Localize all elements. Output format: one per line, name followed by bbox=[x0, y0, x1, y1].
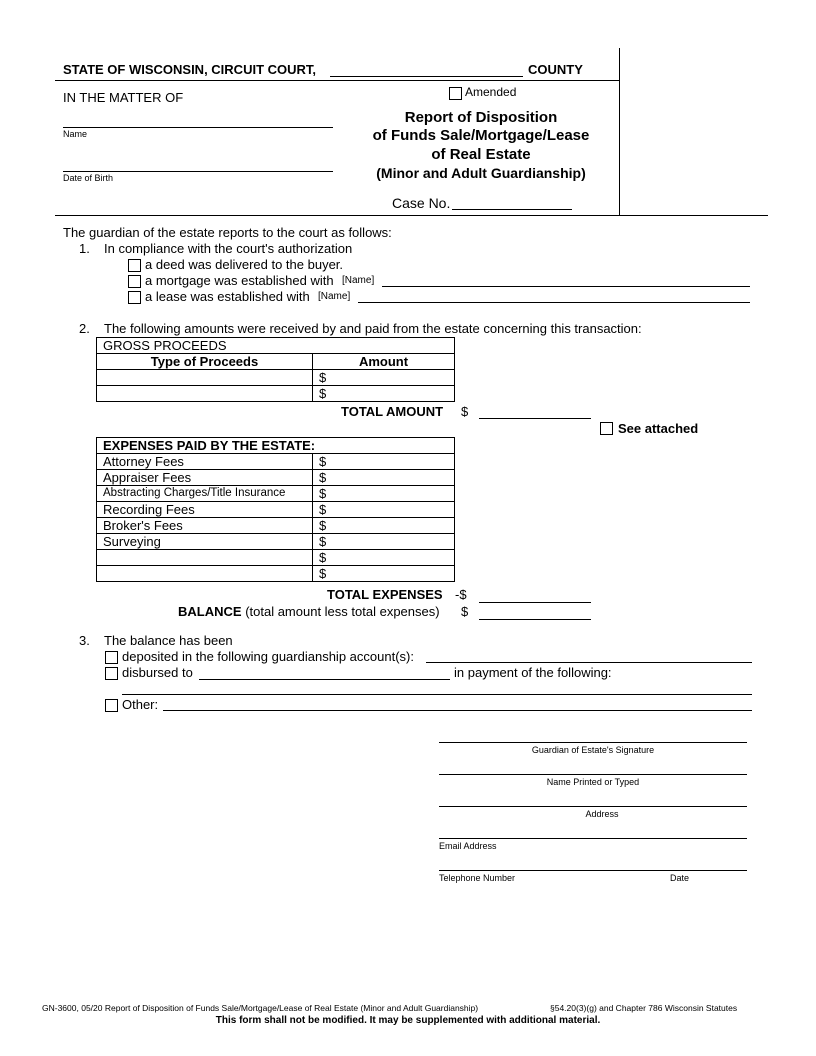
mortgage-checkbox[interactable] bbox=[128, 275, 141, 288]
expense-label: Appraiser Fees bbox=[97, 470, 313, 486]
proceeds-type-cell[interactable] bbox=[97, 370, 313, 386]
total-expenses-label: TOTAL EXPENSES bbox=[327, 587, 443, 602]
gross-proceeds-title: GROSS PROCEEDS bbox=[97, 338, 455, 354]
table-row bbox=[97, 534, 455, 550]
expense-amount-cell[interactable]: $ bbox=[313, 502, 455, 518]
expense-label: Abstracting Charges/Title Insurance bbox=[97, 486, 313, 502]
expense-label: Attorney Fees bbox=[97, 454, 313, 470]
total-amount-field[interactable] bbox=[479, 418, 591, 419]
header-divider bbox=[55, 80, 620, 81]
county-field[interactable] bbox=[330, 76, 523, 77]
expense-amount-cell[interactable]: $ bbox=[313, 470, 455, 486]
type-of-proceeds-header: Type of Proceeds bbox=[97, 354, 313, 370]
gross-proceeds-table bbox=[96, 337, 455, 402]
section3-number: 3. bbox=[79, 633, 90, 648]
balance-currency: $ bbox=[461, 604, 469, 619]
table-row bbox=[97, 518, 455, 534]
lease-checkbox[interactable] bbox=[128, 291, 141, 304]
balance-field[interactable] bbox=[479, 619, 591, 620]
deposited-checkbox[interactable] bbox=[105, 651, 118, 664]
mortgage-label: a mortgage was established with bbox=[145, 273, 334, 288]
expenses-table bbox=[96, 437, 455, 582]
balance-note: (total amount less total expenses) bbox=[245, 604, 440, 619]
section1-number: 1. bbox=[79, 241, 90, 256]
deposited-label: deposited in the following guardianship account(s): bbox=[122, 649, 414, 664]
title-line-3: of Real Estate bbox=[431, 146, 531, 163]
date-label: Date bbox=[670, 873, 690, 883]
expense-label: Surveying bbox=[97, 534, 313, 550]
signature-line[interactable] bbox=[439, 742, 747, 743]
name-printed-line[interactable] bbox=[439, 774, 747, 775]
expense-amount-cell[interactable]: $ bbox=[313, 550, 455, 566]
expense-amount-cell[interactable]: $ bbox=[313, 566, 455, 582]
other-label: Other: bbox=[122, 697, 159, 712]
deposited-account-field[interactable] bbox=[426, 662, 752, 663]
disbursed-label: disbursed to bbox=[122, 665, 193, 680]
mortgage-name-field[interactable] bbox=[382, 286, 750, 287]
address-line[interactable] bbox=[439, 806, 747, 807]
total-amount-currency: $ bbox=[461, 404, 469, 419]
expense-amount-cell[interactable]: $ bbox=[313, 518, 455, 534]
expense-amount-cell[interactable]: $ bbox=[313, 454, 455, 470]
email-line[interactable] bbox=[439, 838, 747, 839]
court-prefix: STATE OF WISCONSIN, CIRCUIT COURT, bbox=[63, 62, 317, 77]
mortgage-name-hint: [Name] bbox=[342, 275, 375, 286]
table-row bbox=[97, 550, 455, 566]
expense-label-blank[interactable] bbox=[97, 566, 313, 582]
balance-label: BALANCE bbox=[178, 604, 242, 619]
title-line-4: (Minor and Adult Guardianship) bbox=[376, 165, 586, 181]
balance-row bbox=[178, 604, 440, 619]
expense-label-blank[interactable] bbox=[97, 550, 313, 566]
name-label: Name bbox=[63, 129, 88, 139]
expense-label: Broker's Fees bbox=[97, 518, 313, 534]
matter-label: IN THE MATTER OF bbox=[63, 90, 184, 105]
deed-label: a deed was delivered to the buyer. bbox=[145, 257, 344, 272]
total-expenses-currency: -$ bbox=[455, 587, 467, 602]
see-attached-checkbox[interactable] bbox=[600, 422, 613, 435]
section3-text: The balance has been bbox=[104, 633, 233, 648]
title-line-2: of Funds Sale/Mortgage/Lease bbox=[372, 127, 590, 144]
amended-checkbox[interactable] bbox=[449, 87, 462, 100]
deed-checkbox[interactable] bbox=[128, 259, 141, 272]
expense-amount-cell[interactable]: $ bbox=[313, 486, 455, 502]
payment-label: in payment of the following: bbox=[454, 665, 612, 680]
proceeds-type-cell[interactable] bbox=[97, 386, 313, 402]
section1-text: In compliance with the court's authorization bbox=[104, 241, 353, 256]
address-label: Address bbox=[585, 809, 619, 819]
email-label: Email Address bbox=[439, 841, 497, 851]
amount-header: Amount bbox=[313, 354, 455, 370]
footer-form-id: GN-3600, 05/20 Report of Disposition of Funds Sale/Mortgage/Lease of Real Estate (Minor and Adult Guardianship) bbox=[42, 1003, 479, 1013]
lease-name-hint: [Name] bbox=[318, 291, 351, 302]
payment-description-field[interactable] bbox=[122, 694, 752, 695]
footer-notice: This form shall not be modified. It may be supplemented with additional material. bbox=[215, 1015, 601, 1026]
signature-label: Guardian of Estate's Signature bbox=[531, 745, 655, 755]
case-no-label: Case No. bbox=[392, 195, 451, 211]
other-checkbox[interactable] bbox=[105, 699, 118, 712]
case-no-field[interactable] bbox=[452, 209, 572, 210]
table-row bbox=[97, 370, 455, 386]
table-row bbox=[97, 454, 455, 470]
name-field[interactable] bbox=[63, 127, 333, 128]
table-row bbox=[97, 486, 455, 502]
total-expenses-field[interactable] bbox=[479, 602, 591, 603]
table-row bbox=[97, 386, 455, 402]
expenses-title: EXPENSES PAID BY THE ESTATE: bbox=[97, 438, 455, 454]
table-row bbox=[97, 470, 455, 486]
header-bottom-rule bbox=[55, 215, 768, 216]
lease-label: a lease was established with bbox=[145, 289, 310, 304]
phone-label: Telephone Number bbox=[439, 873, 516, 883]
proceeds-amount-cell[interactable]: $ bbox=[313, 370, 455, 386]
lease-name-field[interactable] bbox=[358, 302, 750, 303]
see-attached-label: See attached bbox=[618, 421, 699, 436]
disbursed-checkbox[interactable] bbox=[105, 667, 118, 680]
table-row bbox=[97, 566, 455, 582]
title-line-1: Report of Disposition bbox=[404, 109, 558, 126]
other-field[interactable] bbox=[163, 710, 752, 711]
intro-text: The guardian of the estate reports to the court as follows: bbox=[63, 225, 392, 240]
name-printed-label: Name Printed or Typed bbox=[546, 777, 640, 787]
expense-label: Recording Fees bbox=[97, 502, 313, 518]
table-row bbox=[97, 502, 455, 518]
proceeds-amount-cell[interactable]: $ bbox=[313, 386, 455, 402]
total-amount-label: TOTAL AMOUNT bbox=[341, 404, 444, 419]
dob-label: Date of Birth bbox=[63, 173, 114, 183]
phone-date-line[interactable] bbox=[439, 870, 747, 871]
expense-amount-cell[interactable]: $ bbox=[313, 534, 455, 550]
dob-field[interactable] bbox=[63, 171, 333, 172]
footer-statute: §54.20(3)(g) and Chapter 786 Wisconsin Statutes bbox=[550, 1003, 738, 1013]
section2-number: 2. bbox=[79, 321, 90, 336]
disbursed-to-field[interactable] bbox=[199, 679, 450, 680]
section2-text: The following amounts were received by and paid from the estate concerning this transaction: bbox=[104, 321, 642, 336]
amended-label: Amended bbox=[465, 85, 517, 99]
county-label: COUNTY bbox=[528, 62, 583, 77]
